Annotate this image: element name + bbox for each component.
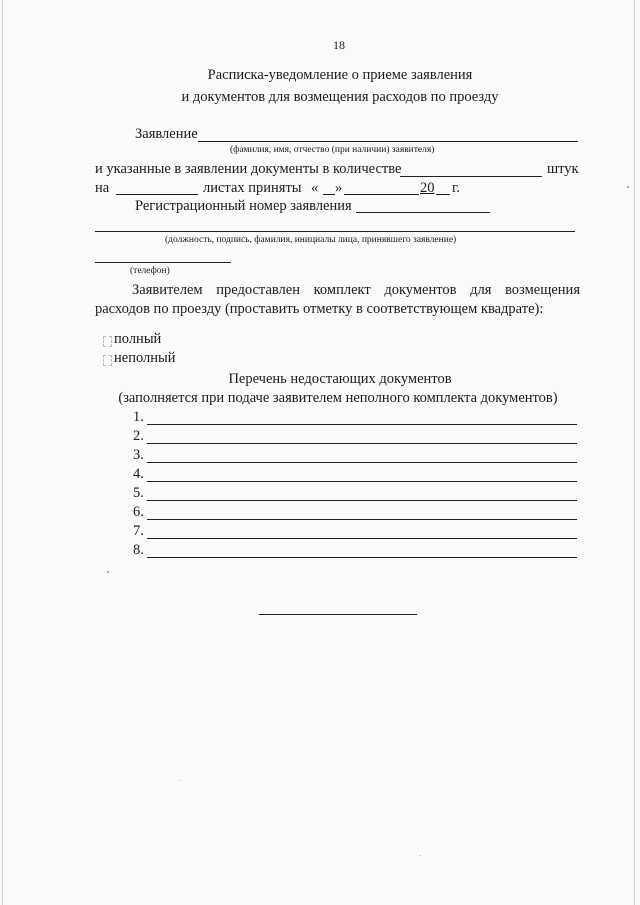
title-line-1: Расписка-уведомление о приеме заявления bbox=[207, 67, 473, 83]
missing-item-number: 2. bbox=[133, 428, 144, 444]
official-signature-field[interactable] bbox=[95, 231, 575, 232]
reg-number-label: Регистрационный номер заявления bbox=[135, 198, 352, 214]
day-field[interactable] bbox=[323, 194, 335, 195]
sheets-count-field[interactable] bbox=[116, 194, 198, 195]
missing-docs-title: Перечень недостающих документов bbox=[228, 371, 452, 387]
page-number: 18 bbox=[333, 38, 345, 52]
missing-item-number: 4. bbox=[133, 466, 144, 482]
docs-count-field[interactable] bbox=[400, 176, 542, 177]
phone-caption: (телефон) bbox=[130, 266, 170, 276]
missing-item-field[interactable] bbox=[147, 481, 577, 482]
quote-open: « bbox=[311, 180, 319, 196]
official-caption: (должность, подпись, фамилия, инициалы лица, принявшего заявление) bbox=[165, 235, 457, 245]
missing-item-field[interactable] bbox=[147, 443, 577, 444]
missing-item-field[interactable] bbox=[147, 519, 577, 520]
pieces-label: штук bbox=[547, 161, 579, 177]
missing-item-field[interactable] bbox=[147, 557, 577, 558]
missing-item-field[interactable] bbox=[147, 462, 577, 463]
missing-docs-subtitle: (заполняется при подаче заявителем неполного комплекта документов) bbox=[118, 390, 558, 406]
missing-item-number: 6. bbox=[133, 504, 144, 520]
provided-word: комплект bbox=[313, 282, 371, 298]
scan-speck bbox=[180, 780, 181, 781]
missing-item-number: 1. bbox=[133, 409, 144, 425]
full-set-label: полный bbox=[114, 331, 162, 347]
incomplete-set-label: неполный bbox=[114, 350, 176, 366]
phone-field[interactable] bbox=[95, 262, 231, 263]
scan-speck bbox=[107, 571, 109, 573]
missing-item-field[interactable] bbox=[147, 500, 577, 501]
title-line-2: и документов для возмещения расходов по проезду bbox=[181, 89, 499, 105]
quote-close: » bbox=[335, 180, 343, 196]
month-field[interactable] bbox=[344, 194, 419, 195]
missing-item-field[interactable] bbox=[147, 424, 577, 425]
provided-word: возмещения bbox=[505, 282, 580, 298]
missing-item-number: 5. bbox=[133, 485, 144, 501]
closing-separator bbox=[259, 614, 417, 615]
application-label: Заявление bbox=[135, 126, 198, 142]
provided-paragraph-line-2: расходов по проезду (проставить отметку в соответствующем квадрате): bbox=[95, 301, 544, 317]
reg-number-field[interactable] bbox=[356, 212, 490, 213]
year-prefix: 20 bbox=[420, 180, 435, 196]
missing-item-number: 7. bbox=[133, 523, 144, 539]
scan-speck bbox=[627, 186, 629, 188]
missing-item-number: 8. bbox=[133, 542, 144, 558]
full-set-checkbox[interactable] bbox=[103, 336, 112, 347]
sheets-accepted-label: листах приняты bbox=[203, 180, 302, 196]
provided-word: документов bbox=[384, 282, 457, 298]
incomplete-set-checkbox[interactable] bbox=[103, 355, 112, 366]
year-suffix: г. bbox=[452, 180, 460, 196]
docs-count-text: и указанные в заявлении документы в количестве bbox=[95, 161, 402, 177]
missing-item-field[interactable] bbox=[147, 538, 577, 539]
scan-speck bbox=[420, 855, 421, 856]
applicant-caption: (фамилия, имя, отчество (при наличии) заявителя) bbox=[230, 145, 435, 155]
provided-word: для bbox=[470, 282, 492, 298]
page-edge-left bbox=[2, 0, 3, 905]
page-edge-right bbox=[634, 0, 635, 905]
applicant-name-field[interactable] bbox=[198, 141, 578, 142]
provided-word: Заявителем bbox=[132, 282, 203, 298]
provided-word: предоставлен bbox=[216, 282, 300, 298]
year-field[interactable] bbox=[436, 194, 450, 195]
missing-item-number: 3. bbox=[133, 447, 144, 463]
on-label: на bbox=[95, 180, 110, 196]
provided-paragraph-line-1 bbox=[132, 282, 580, 299]
